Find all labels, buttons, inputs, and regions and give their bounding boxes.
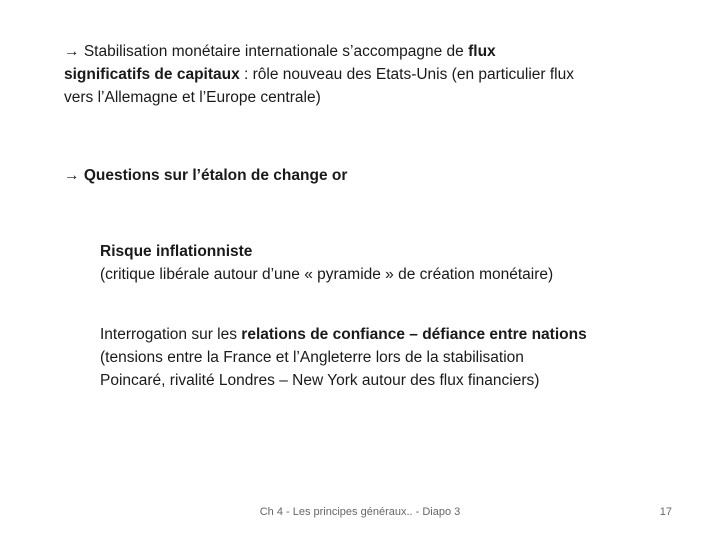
bullet-capital-flows xyxy=(64,40,674,109)
bold-text: significatifs de capitaux xyxy=(64,66,240,83)
sub-point-line-3: Poincaré, rivalité Londres – New York autour des flux financiers) xyxy=(100,372,540,389)
text-segment: Stabilisation monétaire internationale s’accompagne de xyxy=(83,43,469,60)
sub-point-inflation-risk xyxy=(100,240,690,286)
bold-text: relations de confiance – défiance entre nations xyxy=(241,326,587,343)
sub-point-trust-relations xyxy=(100,323,690,392)
sub-point-line-2: (tensions entre la France et l’Angleterre lors de la stabilisation xyxy=(100,349,524,366)
bullet-line-3: vers l’Allemagne et l’Europe centrale) xyxy=(64,89,321,106)
footer-title: Ch 4 - Les principes généraux.. - Diapo 3 xyxy=(259,506,461,518)
sub-point-detail: (critique libérale autour d’une « pyramide » de création monétaire) xyxy=(100,266,554,283)
bold-text: Questions sur l’étalon de change or xyxy=(83,167,348,184)
sub-point-line-1 xyxy=(100,323,690,346)
bullet-line-2 xyxy=(64,63,674,86)
bold-text: flux xyxy=(468,43,496,60)
bold-text: Risque inflationniste xyxy=(100,243,253,260)
arrow-right-icon: → xyxy=(64,167,80,184)
bullet-gold-exchange-questions xyxy=(64,164,674,187)
sub-point-title xyxy=(100,240,690,263)
bullet-line-1 xyxy=(64,164,674,187)
text-segment: Interrogation sur les xyxy=(100,326,242,343)
text-segment: : rôle nouveau des Etats-Unis (en particulier flux xyxy=(239,66,574,83)
arrow-right-icon: → xyxy=(64,43,80,60)
page-number: 17 xyxy=(659,506,672,518)
bullet-line-1 xyxy=(64,40,674,63)
